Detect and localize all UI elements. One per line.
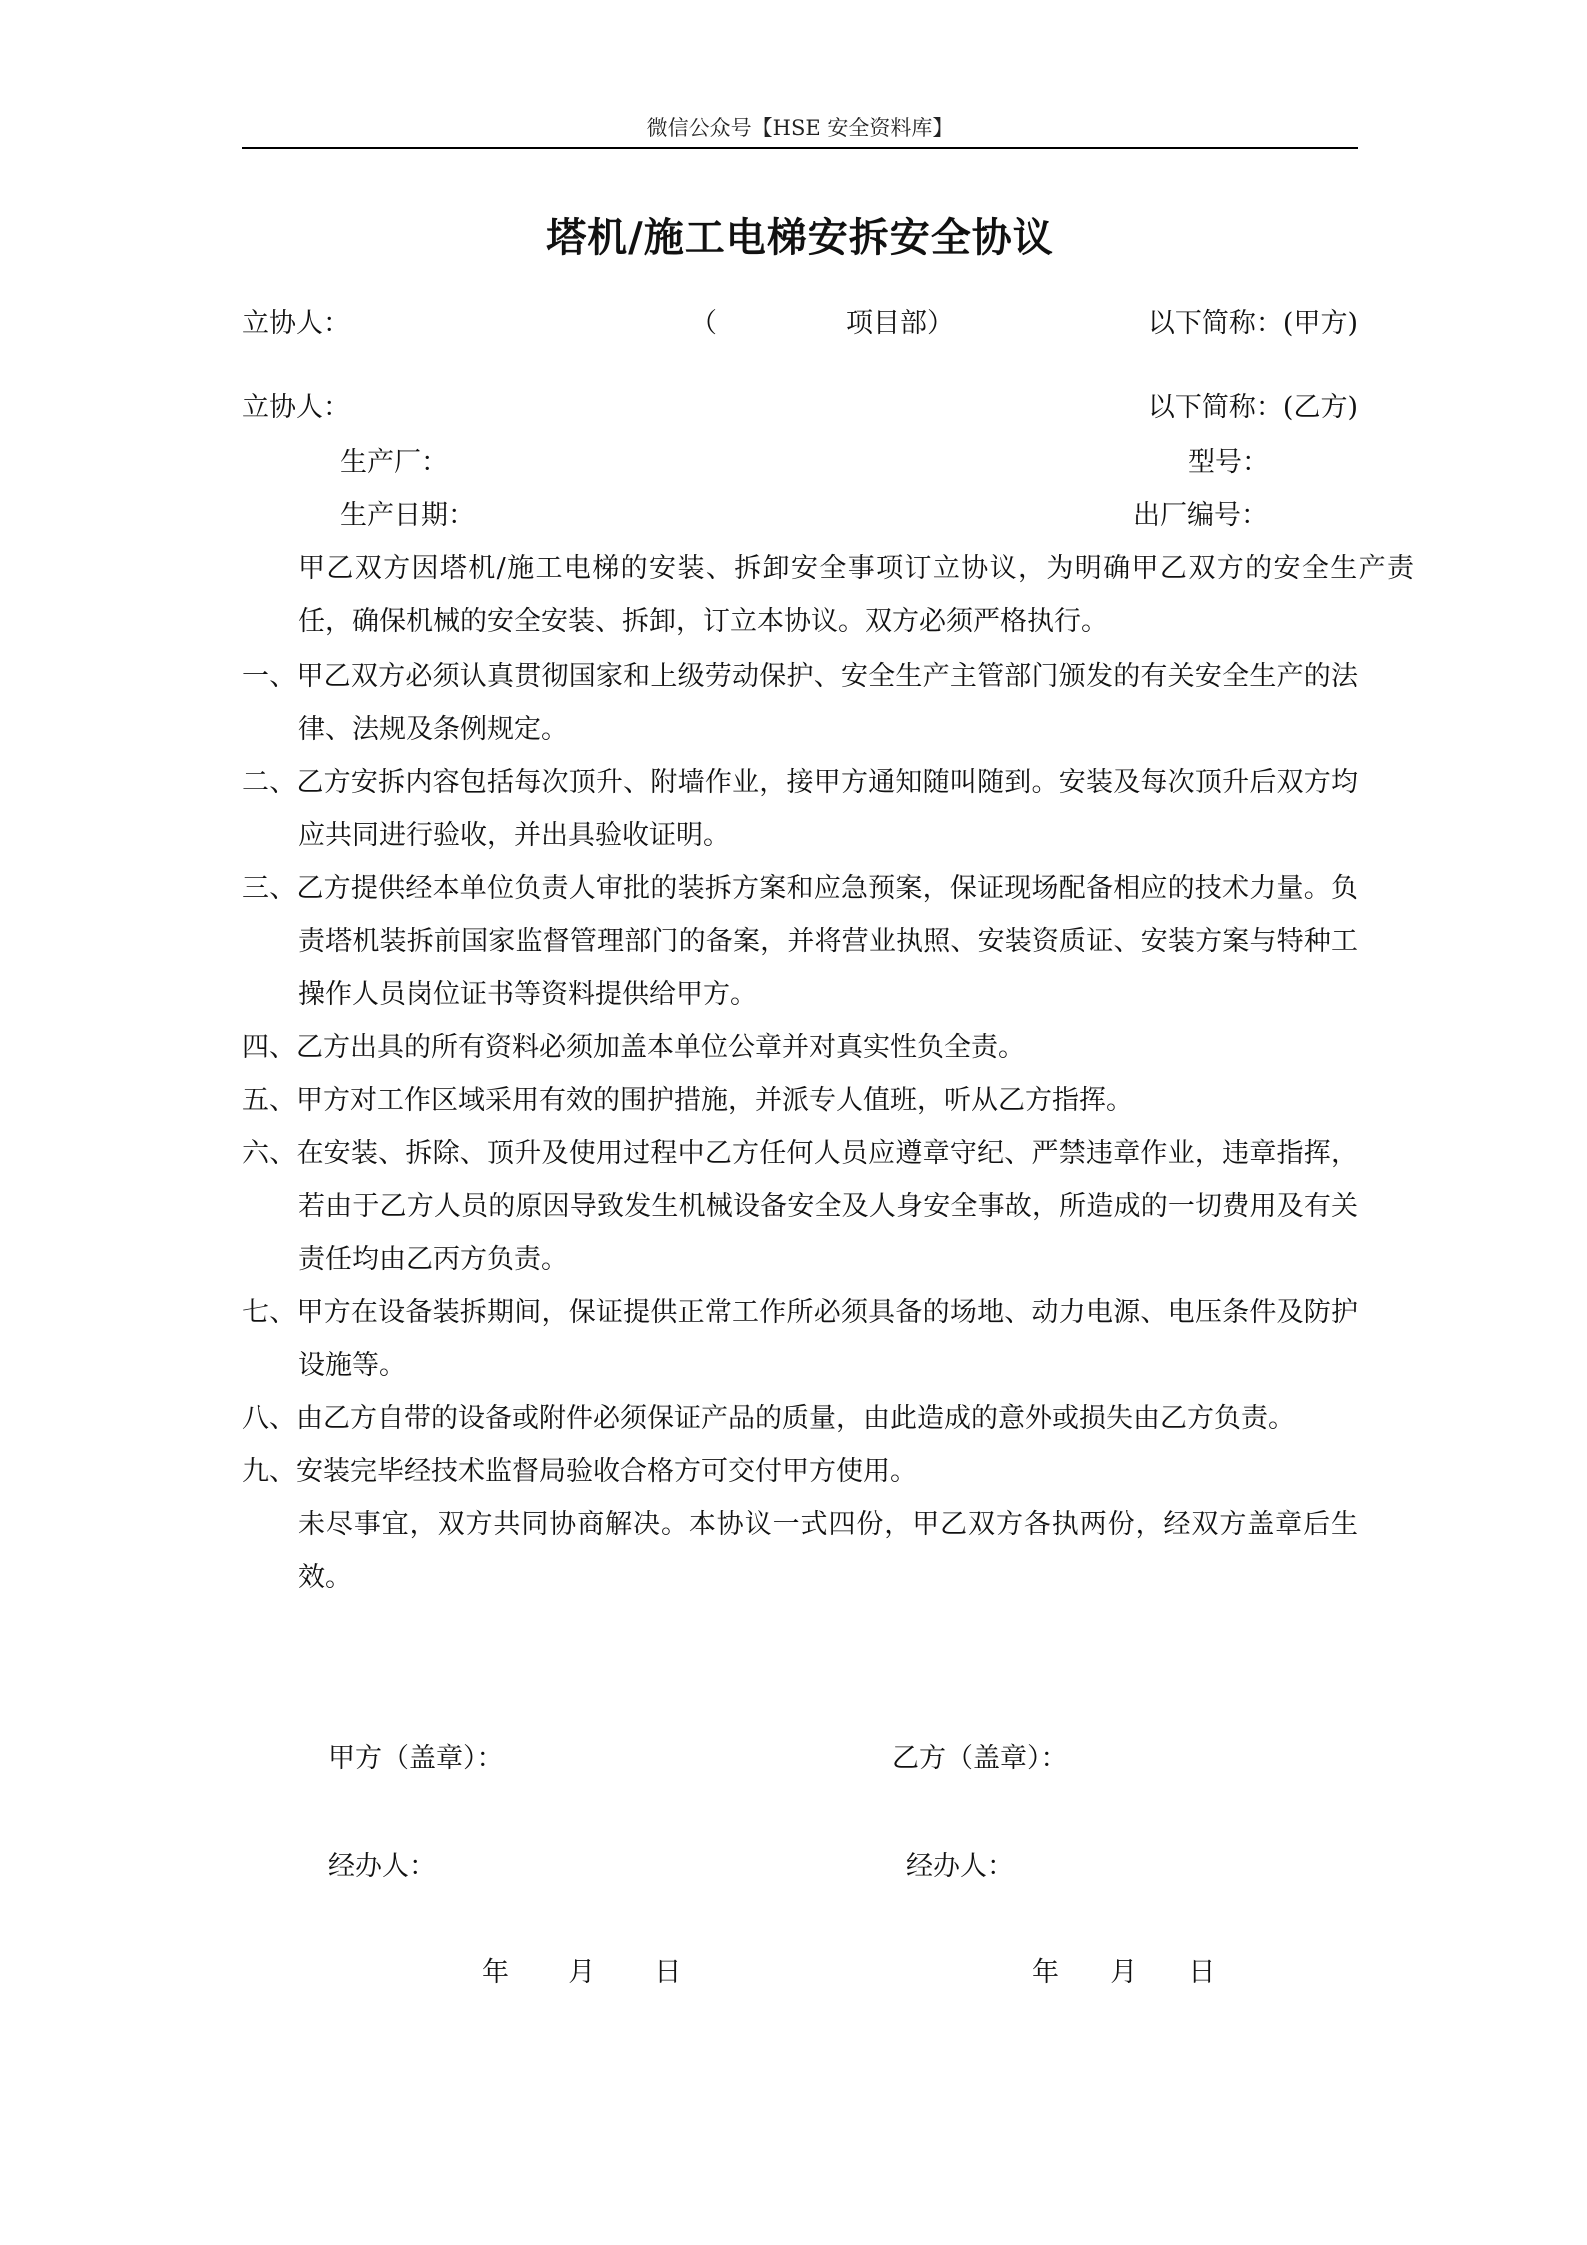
party-b-abbr: 以下简称：(乙方) (1147, 392, 1358, 423)
party-b-handler-label: 经办人： (906, 1851, 1014, 1882)
clauses-list (242, 650, 1358, 1604)
party-b-seal-label: 乙方（盖章）： (892, 1743, 1068, 1774)
party-b-date (1032, 1950, 1215, 1989)
party-a-handler-label: 经办人： (328, 1851, 436, 1882)
header-divider (242, 147, 1358, 149)
date-year: 年 (1032, 1957, 1059, 1988)
party-a-label: 立协人： (242, 308, 350, 339)
clause-item: 五、甲方对工作区域采用有效的围护措施，并派专人值班，听从乙方指挥。 (242, 1085, 1133, 1116)
clause-item: 二、乙方安拆内容包括每次顶升、附墙作业，接甲方通知随叫随到。安装及每次顶升后双方均应共同进行验收，并出具验收证明。 (242, 767, 1358, 851)
production-date-label: 生产日期： (340, 500, 475, 531)
intro-paragraph: 甲乙双方因塔机/施工电梯的安装、拆卸安全事项订立协议，为明确甲乙双方的安全生产责任，确保机械的安全安装、拆卸，订立本协议。双方必须严格执行。 (298, 553, 1414, 637)
closing-paragraph: 未尽事宜，双方共同协商解决。本协议一式四份，甲乙双方各执两份，经双方盖章后生效。 (298, 1509, 1358, 1593)
party-a-seal-label: 甲方（盖章）： (328, 1743, 504, 1774)
model-label: 型号： (1188, 447, 1269, 478)
party-a-date (482, 1950, 681, 1989)
date-month: 月 (568, 1957, 596, 1988)
clause-item: 六、在安装、拆除、顶升及使用过程中乙方任何人员应遵章守纪、严禁违章作业，违章指挥，若由于乙方人员的原因导致发生机械设备安全及人身安全事故，所造成的一切费用及有关责任均由乙丙方负责。 (242, 1138, 1358, 1275)
clause-item: 三、乙方提供经本单位负责人审批的装拆方案和应急预案，保证现场配备相应的技术力量。负责塔机装拆前国家监督管理部门的备案，并将营业执照、安装资质证、安装方案与特种工操作人员岗位证书等资料提供给甲方。 (242, 873, 1358, 1010)
manufacturer-label: 生产厂： (340, 447, 448, 478)
date-month: 月 (1110, 1957, 1138, 1988)
party-a-paren: （ (690, 308, 717, 339)
party-b-label: 立协人： (242, 392, 350, 423)
serial-number-label: 出厂编号： (1133, 500, 1268, 531)
document-title: 塔机/施工电梯安拆安全协议 (546, 214, 1054, 261)
date-day: 日 (654, 1957, 682, 1988)
party-a-dept: 项目部） (846, 308, 954, 339)
clause-item: 四、乙方出具的所有资料必须加盖本单位公章并对真实性负全责。 (242, 1032, 1025, 1063)
clause-item: 一、甲乙双方必须认真贯彻国家和上级劳动保护、安全生产主管部门颁发的有关安全生产的法律、法规及条例规定。 (242, 661, 1358, 745)
clause-item: 八、由乙方自带的设备或附件必须保证产品的质量，由此造成的意外或损失由乙方负责。 (242, 1403, 1295, 1434)
date-year: 年 (482, 1957, 509, 1988)
page-header: 微信公众号【HSE 安全资料库】 (646, 116, 954, 140)
party-a-abbr: 以下简称：(甲方) (1147, 308, 1358, 339)
clause-item: 七、甲方在设备装拆期间，保证提供正常工作所必须具备的场地、动力电源、电压条件及防护设施等。 (242, 1297, 1358, 1381)
clause-item: 九、安装完毕经技术监督局验收合格方可交付甲方使用。 (242, 1456, 917, 1487)
date-day: 日 (1188, 1957, 1216, 1988)
